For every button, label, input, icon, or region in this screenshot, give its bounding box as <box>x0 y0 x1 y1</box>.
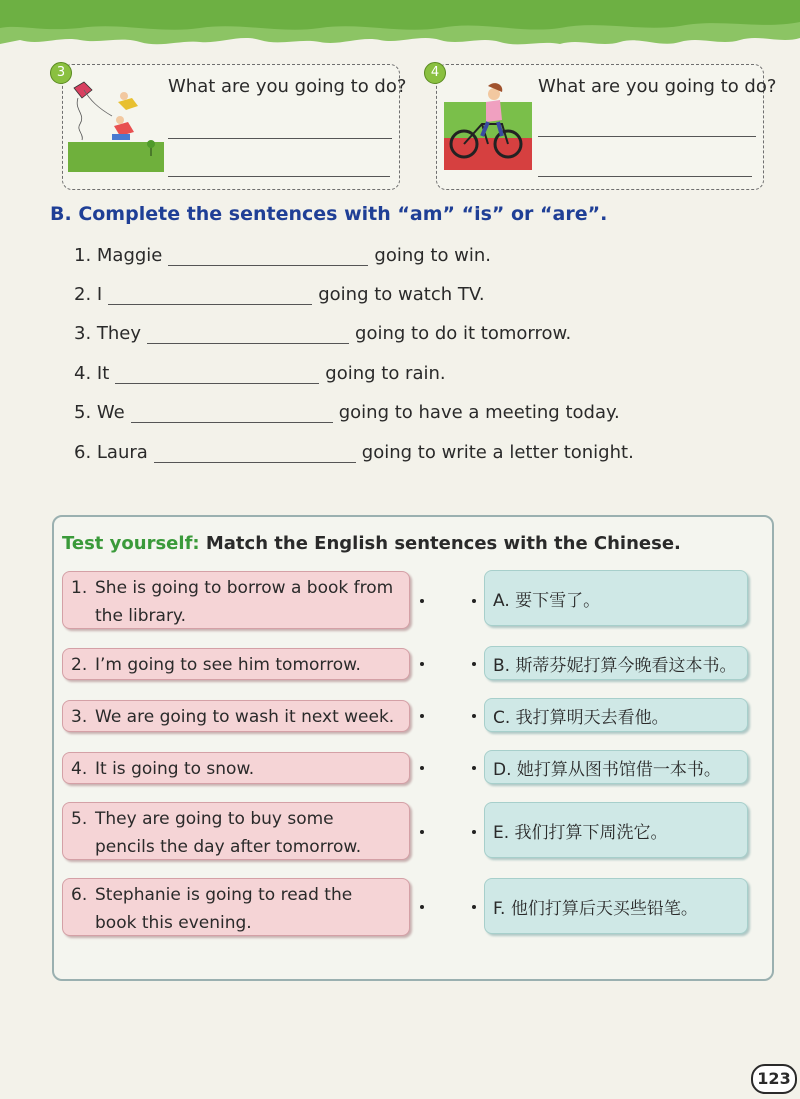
chinese-d-match-dot[interactable] <box>472 766 476 770</box>
english-sentence-2[interactable] <box>62 648 410 680</box>
english-5-number: 5. <box>71 809 88 829</box>
row-4-before: 4. It <box>74 363 110 384</box>
section-b-row-3 <box>74 323 571 344</box>
page-number: 123 <box>751 1064 797 1094</box>
english-sentence-1[interactable] <box>62 571 410 629</box>
english-4-number: 4. <box>71 759 88 779</box>
english-2-match-dot[interactable] <box>420 662 424 666</box>
row-5-after: going to have a meeting today. <box>338 402 620 423</box>
row-6-blank[interactable] <box>154 444 356 463</box>
english-sentence-6[interactable] <box>62 878 410 936</box>
english-2-text: I’m going to see him tomorrow. <box>95 655 361 675</box>
row-1-before: 1. Maggie <box>74 245 163 266</box>
chinese-sentence-d[interactable]: D. 她打算从图书馆借一本书。 <box>484 750 748 784</box>
exercise-3-answer-line-2[interactable] <box>168 176 390 177</box>
section-b-row-1 <box>74 245 491 266</box>
chinese-b-match-dot[interactable] <box>472 662 476 666</box>
row-3-before: 3. They <box>74 323 142 344</box>
english-4-match-dot[interactable] <box>420 766 424 770</box>
english-2-number: 2. <box>71 655 88 675</box>
row-4-after: going to rain. <box>325 363 446 384</box>
english-3-text: We are going to wash it next week. <box>95 707 395 727</box>
english-sentence-3[interactable] <box>62 700 410 732</box>
cycling-girl-illustration <box>444 80 532 170</box>
section-b-row-6 <box>74 442 634 463</box>
exercise-4-answer-line-2[interactable] <box>538 176 752 177</box>
english-5-text: They are going to buy some pencils the day after tomorrow. <box>95 809 362 857</box>
row-4-blank[interactable] <box>115 365 319 384</box>
row-5-before: 5. We <box>74 402 125 423</box>
english-3-number: 3. <box>71 707 88 727</box>
row-3-after: going to do it tomorrow. <box>355 323 572 344</box>
section-b-row-2 <box>74 284 485 305</box>
chinese-sentence-c[interactable]: C. 我打算明天去看他。 <box>484 698 748 732</box>
chinese-a-match-dot[interactable] <box>472 599 476 603</box>
english-1-text: She is going to borrow a book from the library. <box>95 578 394 626</box>
row-3-blank[interactable] <box>147 325 349 344</box>
chinese-e-match-dot[interactable] <box>472 830 476 834</box>
test-yourself-instruction: Match the English sentences with the Chinese. <box>205 533 681 554</box>
kite-flying-illustration <box>68 80 164 172</box>
row-5-blank[interactable] <box>131 404 333 423</box>
english-6-number: 6. <box>71 885 88 905</box>
row-1-after: going to win. <box>374 245 492 266</box>
row-2-after: going to watch TV. <box>318 284 485 305</box>
chinese-sentence-e[interactable]: E. 我们打算下周洗它。 <box>484 802 748 858</box>
row-2-blank[interactable] <box>108 286 312 305</box>
exercise-3-number: 3 <box>50 62 72 84</box>
row-6-before: 6. Laura <box>74 442 148 463</box>
exercise-3-question: What are you going to do? <box>168 76 407 97</box>
chinese-sentence-b[interactable]: B. 斯蒂芬妮打算今晚看这本书。 <box>484 646 748 680</box>
chinese-f-match-dot[interactable] <box>472 905 476 909</box>
section-b-heading: B. Complete the sentences with “am” “is” or “are”. <box>50 203 608 225</box>
english-sentence-5[interactable] <box>62 802 410 860</box>
row-2-before: 2. I <box>74 284 103 305</box>
english-4-text: It is going to snow. <box>95 759 255 779</box>
row-1-blank[interactable] <box>168 247 368 266</box>
english-3-match-dot[interactable] <box>420 714 424 718</box>
chinese-c-match-dot[interactable] <box>472 714 476 718</box>
test-yourself-heading <box>62 533 681 554</box>
exercise-3-answer-line-1[interactable] <box>168 138 392 139</box>
test-yourself-label: Test yourself: <box>62 533 200 554</box>
chinese-sentence-a[interactable]: A. 要下雪了。 <box>484 570 748 626</box>
exercise-4-answer-line-1[interactable] <box>538 136 756 137</box>
english-6-match-dot[interactable] <box>420 905 424 909</box>
english-6-text: Stephanie is going to read the book this evening. <box>95 885 353 933</box>
green-banner-decoration <box>0 0 800 70</box>
chinese-sentence-f[interactable]: F. 他们打算后天买些铅笔。 <box>484 878 748 934</box>
english-1-number: 1. <box>71 578 88 598</box>
english-sentence-4[interactable] <box>62 752 410 784</box>
section-b-row-4 <box>74 363 446 384</box>
exercise-4-number: 4 <box>424 62 446 84</box>
exercise-4-question: What are you going to do? <box>538 76 777 97</box>
english-1-match-dot[interactable] <box>420 599 424 603</box>
english-5-match-dot[interactable] <box>420 830 424 834</box>
section-b-row-5 <box>74 402 620 423</box>
row-6-after: going to write a letter tonight. <box>361 442 634 463</box>
